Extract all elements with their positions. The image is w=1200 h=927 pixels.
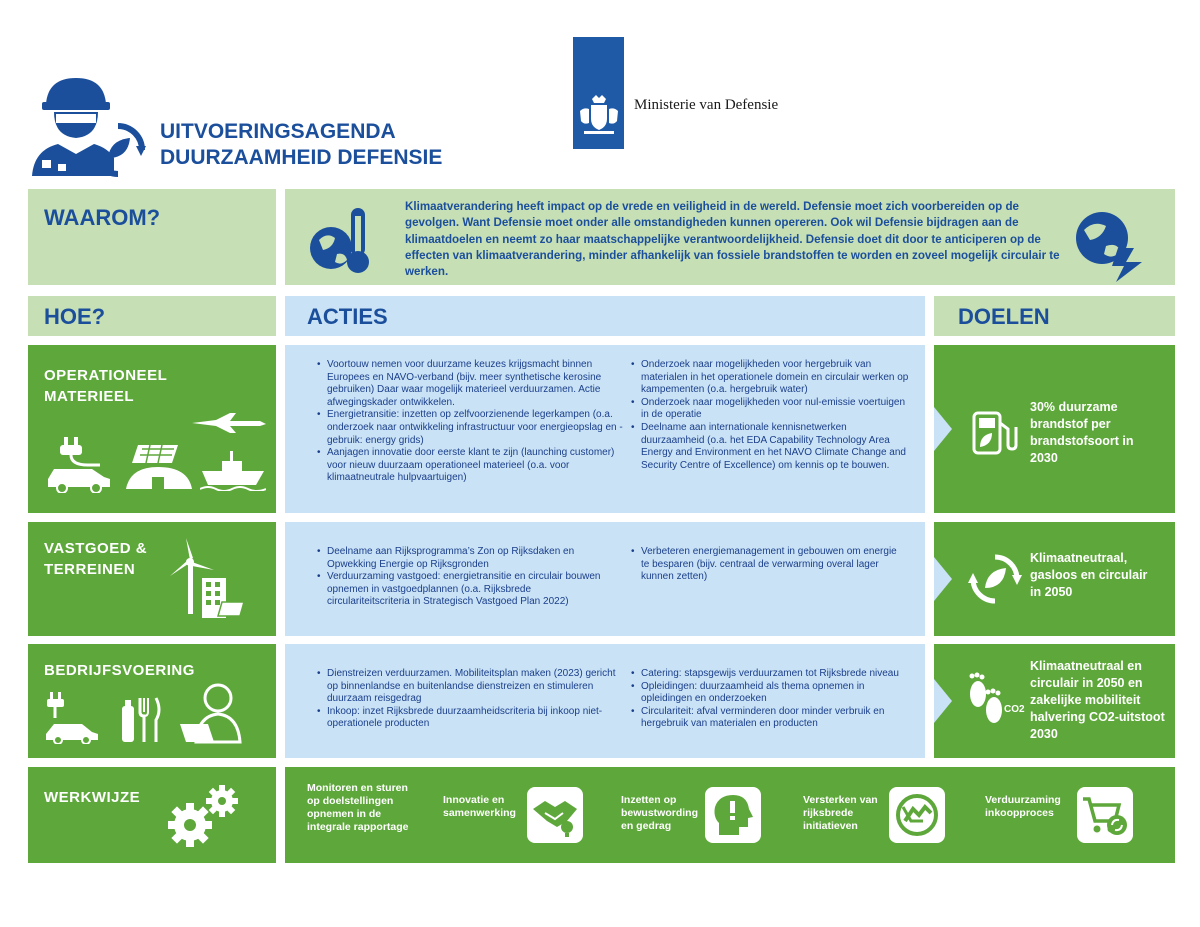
car-icon [44, 718, 100, 744]
row-vastgoed-goal-box [934, 522, 1175, 636]
coat-of-arms-icon [578, 93, 620, 137]
list-item: • Energietransitie: inzetten op zelfvoorzienende legerkampen (o.a. onderzoek naar ontwikkeling infrastructuur voor energieopslag en -gebruik: energy grids) [327, 409, 623, 447]
row-bedrijfsvoering-label-box [28, 644, 276, 758]
row-operationeel-acties [285, 345, 925, 513]
row-operationeel-label-box [28, 345, 276, 513]
hands-circle-icon [889, 787, 945, 843]
solar-building-icon [200, 576, 244, 620]
person-laptop-icon [178, 680, 246, 744]
footprint-co2-icon [964, 672, 1026, 730]
row-bedrijfsvoering-goal-box [934, 644, 1175, 758]
head-exclamation-icon [705, 787, 761, 843]
acties-header [285, 296, 925, 336]
werkwijze-label-box [28, 767, 276, 863]
list-item: • Onderzoek naar mogelijkheden voor nul-emissie voertuigen in de operatie [641, 397, 909, 422]
recycle-leaf-icon [88, 120, 148, 180]
arrow-notch [934, 407, 952, 451]
row-bedrijfsvoering-goal: Klimaatneutraal en circulair in 2050 en zakelijke mobiliteit halvering CO2-uitstoot 2030 [1030, 659, 1165, 741]
ev-charger-icon [44, 690, 78, 720]
row-bedrijfsvoering-acties [285, 644, 925, 758]
werkwijze-item: Versterken van rijksbrede initiatieven [803, 794, 878, 832]
waarom-label-box [28, 189, 276, 285]
werkwijze-item: Innovatie en samenwerking [443, 794, 516, 819]
row-bedrijfsvoering-label: BEDRIJFSVOERING [44, 662, 195, 679]
doelen-header [934, 296, 1175, 336]
list-item: • Voortouw nemen voor duurzame keuzes krijgsmacht binnen Europees en NAVO-verband (bijv. meer synthetische kerosine gebruiken) Daar waar mogelijk materieel verduurzamen. Actie afwegingskader ontwikkelen. [327, 359, 623, 409]
list-item: • Inkoop: inzet Rijksbrede duurzaamheidscriteria bij inkoop niet-operationele producten [327, 706, 621, 731]
werkwijze-item: Monitoren en sturen op doelstellingen opnemen in de integrale rapportage [307, 782, 409, 833]
list-item: • Dienstreizen verduurzamen. Mobiliteitsplan maken (2023) gericht op binnenlandse en buitenlandse dienstreizen en stimuleren duurzaam reisgedrag [327, 668, 621, 706]
arrow-notch [934, 679, 952, 723]
row-vastgoed-acties-right [629, 546, 905, 584]
row-vastgoed-label-box [28, 522, 276, 636]
row-vastgoed-goal: Klimaatneutraal, gasloos en circulair in 2050 [1030, 551, 1148, 599]
ministry-logo [573, 37, 624, 149]
row-operationeel-goal: 30% duurzame brandstof per brandstofsoort in 2030 [1030, 400, 1134, 465]
fuel-pump-icon [970, 409, 1018, 457]
werkwijze-label: WERKWIJZE [44, 789, 141, 806]
ship-icon [200, 449, 266, 491]
list-item: • Circulariteit: afval verminderen door minder verbruik en hergebruik van materialen en producten [641, 706, 905, 731]
row-operationeel-goal-box [934, 345, 1175, 513]
list-item: • Opleidingen: duurzaamheid als thema opnemen in opleidingen en onderzoeken [641, 681, 905, 706]
hoe-header [28, 296, 276, 336]
row-operationeel-label: OPERATIONEEL MATERIEEL [44, 367, 167, 405]
row-vastgoed-label: VASTGOED & TERREINEN [44, 540, 148, 578]
page-title [160, 119, 442, 171]
globe-thermometer-icon [307, 204, 377, 276]
list-item: • Verduurzaming vastgoed: energietransitie en circulair bouwen opnemen in vastgoedplannen (o.a. Rijksbrede circulariteitscriteria in Strategisch Vastgoed Plan 2022) [327, 571, 615, 609]
doelen-label: DOELEN [958, 304, 1050, 329]
globe-lightning-icon [1072, 204, 1148, 282]
waarom-text: Klimaatverandering heeft impact op de vrede en veiligheid in de wereld. Defensie moet zich voorbereiden op de gevolgen. Want Defensie moet onder alle omstandigheden kunnen opereren. Ook wil Defensie bijdragen aan de klimaatdoelen en neemt zo haar maatschappelijke verantwoordelijkheid. Defensie doet dit door te anticiperen op de effecten van klimaatverandering, minder afhankelijk van fossiele brandstoffen te worden en zoveel mogelijk circulair te werken. [405, 200, 1060, 279]
waarom-box [285, 189, 1175, 285]
list-item: • Catering: stapsgewijs verduurzamen tot Rijksbrede niveau [641, 668, 905, 681]
row-operationeel-acties-right [629, 359, 909, 472]
acties-label: ACTIES [307, 304, 388, 329]
charging-car-icon [44, 435, 114, 493]
row-operationeel-acties-left [315, 359, 623, 485]
hoe-label: HOE? [44, 304, 106, 329]
list-item: • Deelname aan Rijksprogramma’s Zon op Rijksdaken en Opwekking Energie op Rijksgronden [327, 546, 615, 571]
werkwijze-box [285, 767, 1175, 863]
gears-icon [164, 783, 244, 849]
werkwijze-item: Verduurzaming inkoopproces [985, 794, 1061, 819]
list-item: • Onderzoek naar mogelijkheden voor hergebruik van materialen in het operationele domein en circulair werken op kampementen (o.a. hergebruik water) [641, 359, 909, 397]
handshake-icon [527, 787, 583, 843]
recycle-icon [968, 552, 1022, 606]
svg-text:CO2: CO2 [1004, 704, 1025, 715]
row-vastgoed-acties [285, 522, 925, 636]
bottle-cutlery-icon [118, 696, 162, 744]
list-item: • Deelname aan internationale kennisnetwerken duurzaamheid (o.a. het EDA Capability Technology Area Energy and Environment en het NAVO Climate Change and Security Centre of Excellence) om kennis op te bouwen. [641, 422, 909, 472]
row-vastgoed-acties-left [315, 546, 615, 609]
title-line-2: DUURZAAMHEID DEFENSIE [160, 146, 443, 169]
arrow-notch [934, 557, 952, 601]
row-bedrijfsvoering-acties-right [629, 668, 905, 731]
list-item: • Verbeteren energiemanagement in gebouwen om energie te besparen (bijv. centraal de verwarming overal lager kunnen zetten) [641, 546, 905, 584]
cart-recycle-icon [1077, 787, 1133, 843]
title-line-1: UITVOERINGSAGENDA [160, 120, 396, 143]
waarom-label: WAAROM? [44, 205, 161, 230]
row-bedrijfsvoering-acties-left [315, 668, 621, 731]
ministry-name: Ministerie van Defensie [634, 97, 779, 113]
list-item: • Aanjagen innovatie door eerste klant te zijn (launching customer) voor nieuw duurzaam operationeel materieel (o.a. voor klimaatneutrale hulpvaartuigen) [327, 447, 623, 485]
solar-tent-icon [124, 441, 194, 491]
werkwijze-item: Inzetten op bewustwording en gedrag [621, 794, 698, 832]
jet-icon [190, 411, 266, 435]
